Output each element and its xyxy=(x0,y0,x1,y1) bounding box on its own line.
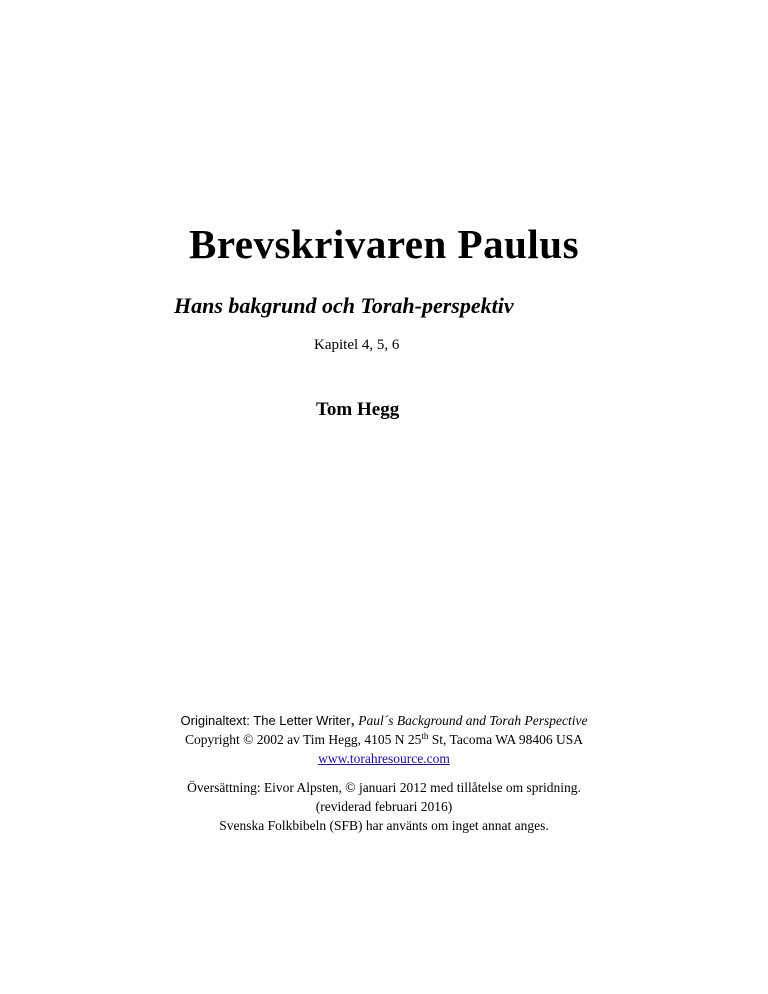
original-title: The Letter Writer xyxy=(253,713,351,728)
original-text-line xyxy=(0,710,768,730)
original-title-comma: , xyxy=(350,710,355,729)
document-title: Brevskrivaren Paulus xyxy=(188,221,580,267)
document-subtitle: Hans bakgrund och Torah-perspektiv xyxy=(174,293,514,318)
credits-spacer xyxy=(0,768,768,778)
bible-note-line: Svenska Folkbibeln (SFB) har använts om inget annat anges. xyxy=(219,818,549,833)
translation-line: Översättning: Eivor Alpsten, © januari 2012 med tillåtelse om spridning. xyxy=(187,780,581,795)
original-text-label: Originaltext: xyxy=(180,713,250,728)
original-subtitle: Paul´s Background and Torah Perspective xyxy=(358,713,588,728)
copyright-ordinal: th xyxy=(421,731,429,741)
website-link[interactable]: www.torahresource.com xyxy=(318,751,450,766)
credits-block xyxy=(0,710,768,835)
chapter-list: Kapitel 4, 5, 6 xyxy=(314,337,400,353)
revision-line: (reviderad februari 2016) xyxy=(315,799,453,814)
author-name: Tom Hegg xyxy=(316,399,400,420)
copyright-text: Copyright © 2002 av Tim Hegg, 4105 N 25 xyxy=(185,732,422,747)
copyright-address: St, Tacoma WA 98406 USA xyxy=(428,732,583,747)
website-line xyxy=(0,749,768,768)
copyright-line xyxy=(0,730,768,749)
